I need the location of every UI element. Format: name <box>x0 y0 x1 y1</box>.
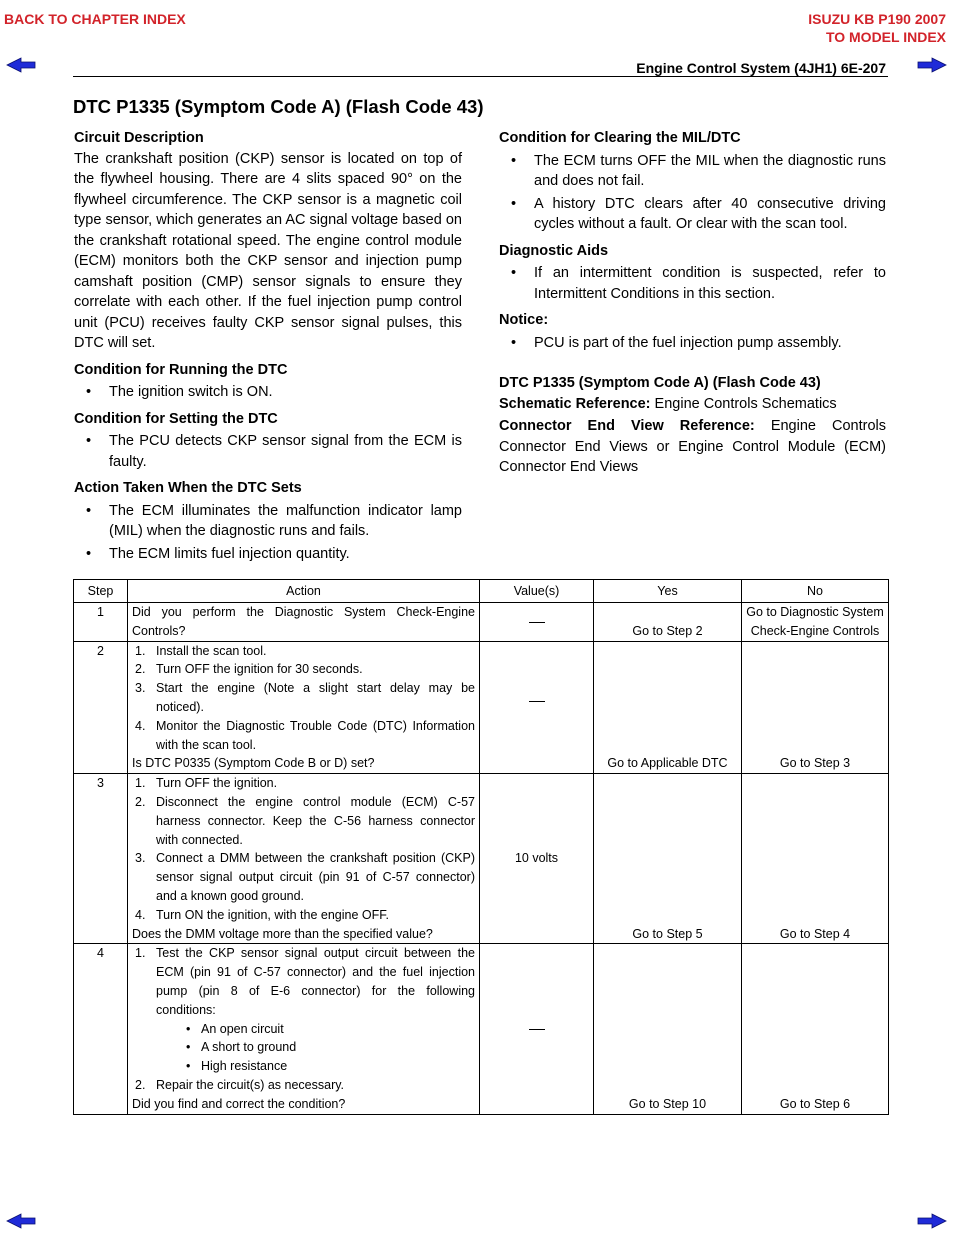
list-item: 1. Turn OFF the ignition. <box>135 776 278 791</box>
schematic-reference-link[interactable]: Engine Controls Schematics <box>650 395 837 412</box>
circuit-description-heading: Circuit Description <box>74 130 204 146</box>
column-header-no: No <box>742 580 889 603</box>
step-number: 4 <box>74 944 128 1114</box>
header-rule <box>73 76 888 77</box>
running-condition-list <box>74 382 462 403</box>
running-condition-heading: Condition for Running the DTC <box>74 361 288 378</box>
step-action <box>128 603 480 642</box>
step-number: 2 <box>74 641 128 774</box>
diagnostic-steps-table <box>73 579 889 1115</box>
dash-icon <box>529 701 545 702</box>
step-question: Did you find and correct the condition? <box>132 1096 346 1111</box>
list-item: • If an intermittent condition is suspected, refer to Intermittent Conditions in this section. <box>499 263 886 304</box>
action-taken-heading: Action Taken When the DTC Sets <box>74 480 302 496</box>
step-yes[interactable]: Go to Step 10 <box>594 944 742 1114</box>
model-name-link[interactable]: ISUZU KB P190 2007 <box>808 11 946 27</box>
to-model-index-link[interactable]: TO MODEL INDEX <box>825 29 946 45</box>
dash-icon <box>529 622 545 623</box>
connector-reference <box>499 416 886 478</box>
step-number: 1 <box>74 603 128 642</box>
column-header-values: Value(s) <box>480 580 594 603</box>
schematic-reference <box>499 394 886 415</box>
right-column <box>499 128 886 478</box>
list-item: • The PCU detects CKP sensor signal from the ECM is faulty. <box>74 431 462 472</box>
step-value: 10 volts <box>480 774 594 944</box>
diagnostic-aids-list <box>499 263 886 304</box>
step-action <box>128 641 480 774</box>
dash-icon <box>529 1029 545 1030</box>
list-item: 1. Install the scan tool. <box>135 643 267 658</box>
list-item: 2. Repair the circuit(s) as necessary. <box>135 1077 345 1092</box>
previous-page-arrow-bottom-icon[interactable] <box>5 1212 37 1230</box>
list-item: 4. Turn ON the ignition, with the engine OFF. <box>135 907 389 922</box>
previous-page-arrow-icon[interactable] <box>5 56 37 74</box>
step-action <box>128 944 480 1114</box>
list-item: 3. Start the engine (Note a slight start delay may be noticed). <box>135 681 475 714</box>
connector-reference-link[interactable]: Engine Controls Connector End Views or Engine Control Module (ECM) Connector End Views <box>499 418 887 475</box>
list-item: • The ECM turns OFF the MIL when the diagnostic runs and does not fail. <box>499 151 886 192</box>
list-item: • PCU is part of the fuel injection pump assembly. <box>499 333 886 354</box>
list-item: • High resistance <box>186 1057 475 1076</box>
setting-condition-list <box>74 431 462 472</box>
table-row <box>74 944 889 1114</box>
notice-list <box>499 333 886 354</box>
page-header-title: Engine Control System (4JH1) 6E-207 <box>636 60 886 76</box>
list-item: • The ECM illuminates the malfunction indicator lamp (MIL) when the diagnostic runs and fails. <box>74 501 462 542</box>
column-header-step: Step <box>74 580 128 603</box>
setting-condition-heading: Condition for Setting the DTC <box>74 410 278 427</box>
step-yes[interactable]: Go to Step 2 <box>594 603 742 642</box>
list-item: • A history DTC clears after 40 consecutive driving cycles without a fault. Or clear with the scan tool. <box>499 194 886 235</box>
column-header-action: Action <box>128 580 480 603</box>
action-list <box>132 944 475 1094</box>
next-page-arrow-icon[interactable] <box>916 56 948 74</box>
list-item: • An open circuit <box>186 1020 475 1039</box>
list-item: • The ECM limits fuel injection quantity. <box>74 544 462 565</box>
connector-reference-label: Connector End View Reference: <box>499 418 755 434</box>
clearing-condition-list <box>499 151 886 235</box>
list-item: 4. Monitor the Diagnostic Trouble Code (DTC) Information with the scan tool. <box>135 718 475 752</box>
condition-sublist <box>156 1020 475 1076</box>
step-question: Is DTC P0335 (Symptom Code B or D) set? <box>132 756 375 771</box>
step-yes[interactable]: Go to Step 5 <box>594 774 742 944</box>
step-yes[interactable]: Go to Applicable DTC <box>594 641 742 774</box>
step-no[interactable]: Go to Step 6 <box>742 944 889 1114</box>
step-number: 3 <box>74 774 128 944</box>
clearing-condition-heading: Condition for Clearing the MIL/DTC <box>499 130 741 146</box>
list-item: 3. Connect a DMM between the crankshaft position (CKP) sensor signal output circuit (pin 91 of C-57 connector) and a known good ground. <box>135 851 475 903</box>
step-action <box>128 774 480 944</box>
step-question: Did you perform the Diagnostic System Check-Engine Controls? <box>132 605 475 638</box>
action-list <box>132 774 475 924</box>
step-no[interactable]: Go to Step 4 <box>742 774 889 944</box>
left-column <box>74 128 462 564</box>
step-question: Does the DMM voltage more than the specified value? <box>132 926 433 941</box>
action-taken-list <box>74 501 462 565</box>
back-to-chapter-index-link[interactable]: BACK TO CHAPTER INDEX <box>4 11 186 27</box>
list-item: 2. Turn OFF the ignition for 30 seconds. <box>135 662 363 677</box>
list-item: 2. Disconnect the engine control module (ECM) C-57 harness connector. Keep the C-56 harness connector with connected. <box>135 794 475 847</box>
step-value <box>480 603 594 642</box>
column-header-yes: Yes <box>594 580 742 603</box>
notice-heading: Notice: <box>499 312 549 328</box>
next-page-arrow-bottom-icon[interactable] <box>916 1212 948 1230</box>
table-row <box>74 603 889 642</box>
diagnostic-aids-heading: Diagnostic Aids <box>499 242 609 259</box>
list-item: • A short to ground <box>186 1038 475 1057</box>
step-value <box>480 641 594 774</box>
step-no[interactable]: Go to Step 3 <box>742 641 889 774</box>
schematic-reference-label: Schematic Reference: <box>499 395 651 412</box>
list-item: • The ignition switch is ON. <box>74 382 462 403</box>
list-item: 1. Test the CKP sensor signal output circuit between the ECM (pin 91 of C-57 connector) and the fuel injection pump (pin 8 of E-6 connector) for the following conditions: • An open circuit • A short to ground • High resistance <box>132 944 475 1076</box>
table-row <box>74 774 889 944</box>
table-header-row <box>74 580 889 603</box>
action-list <box>132 642 475 755</box>
step-no[interactable]: Go to Diagnostic System Check-Engine Controls <box>742 603 889 642</box>
table-row <box>74 641 889 774</box>
step-value <box>480 944 594 1114</box>
reference-title: DTC P1335 (Symptom Code A) (Flash Code 43) <box>499 375 821 391</box>
dtc-title: DTC P1335 (Symptom Code A) (Flash Code 43) <box>73 96 484 117</box>
circuit-description-text: The crankshaft position (CKP) sensor is located on top of the flywheel housing. There are 4 slits spaced 90° on the flywheel circumference. The CKP sensor is a magnetic coil type sensor, which generates an AC signal voltage based on the crankshaft rotational speed. The engine control module (ECM) monitors both the CKP sensor and injection pump camshaft position (CMP) sensor signals to ensure they correlate with each other. If the fuel injection pump control unit (PCU) receives faulty CKP sensor signal pulses, this DTC will set. <box>74 150 462 351</box>
